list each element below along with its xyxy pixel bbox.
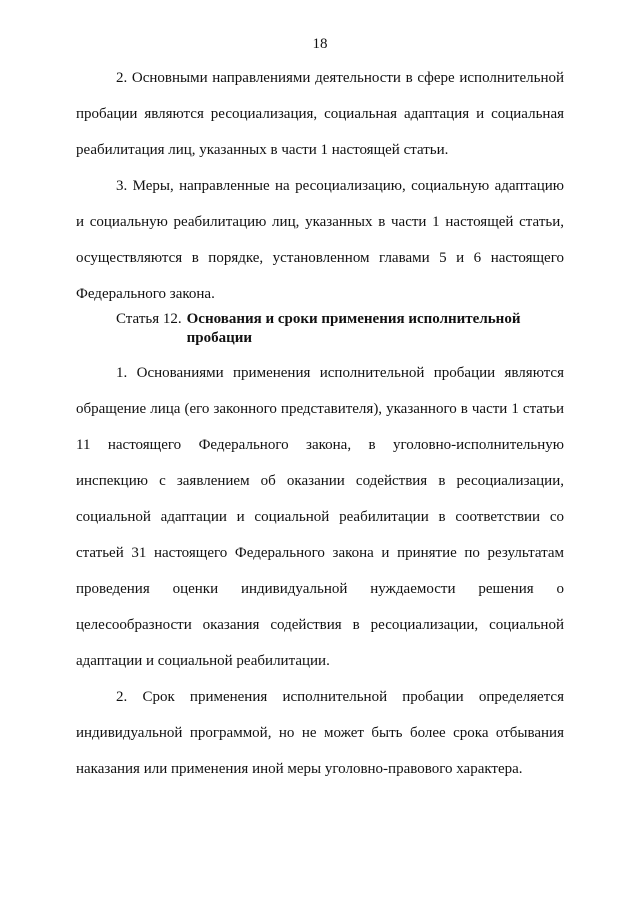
article-label: Статья 12. xyxy=(116,311,182,327)
paragraph-3: 3. Меры, направленные на ресоциализацию, социальную адаптацию и социальную реабилитацию лиц, указанных в части 1 настоящей статьи, осуществляются в порядке, установленном главами 5 и 6 настоящего Федерального закона. xyxy=(76,178,564,302)
document-body-top xyxy=(76,60,564,312)
paragraph-2: 2. Основными направлениями деятельности в сфере исполнительной пробации являются ресоциализация, социальная адаптация и социальная реабилитация лиц, указанных в части 1 настоящей статьи. xyxy=(76,70,564,158)
page-number: 18 xyxy=(312,36,328,52)
article-12-paragraph-1: 1. Основаниями применения исполнительной пробации являются обращение лица (его законного представителя), указанного в части 1 статьи 11 настоящего Федерального закона, в уголовно-исполнительную инспекцию с заявлением об оказании содействия в ресоциализации, социальной адаптации и социальной реабилитации в соответствии со статьей 31 настоящего Федерального закона и принятие по результатам проведения оценки индивидуальной нуждаемости решения о целесообразности оказания содействия в ресоциализации, социальной адаптации и социальной реабилитации. xyxy=(76,365,564,669)
article-heading xyxy=(116,310,556,348)
article-title: Основания и сроки применения исполнительной пробации xyxy=(186,311,521,346)
article-12-paragraph-2: 2. Срок применения исполнительной пробации определяется индивидуальной программой, но не может быть более срока отбывания наказания или применения иной меры уголовно-правового характера. xyxy=(76,689,564,777)
document-body-bottom xyxy=(76,355,564,787)
